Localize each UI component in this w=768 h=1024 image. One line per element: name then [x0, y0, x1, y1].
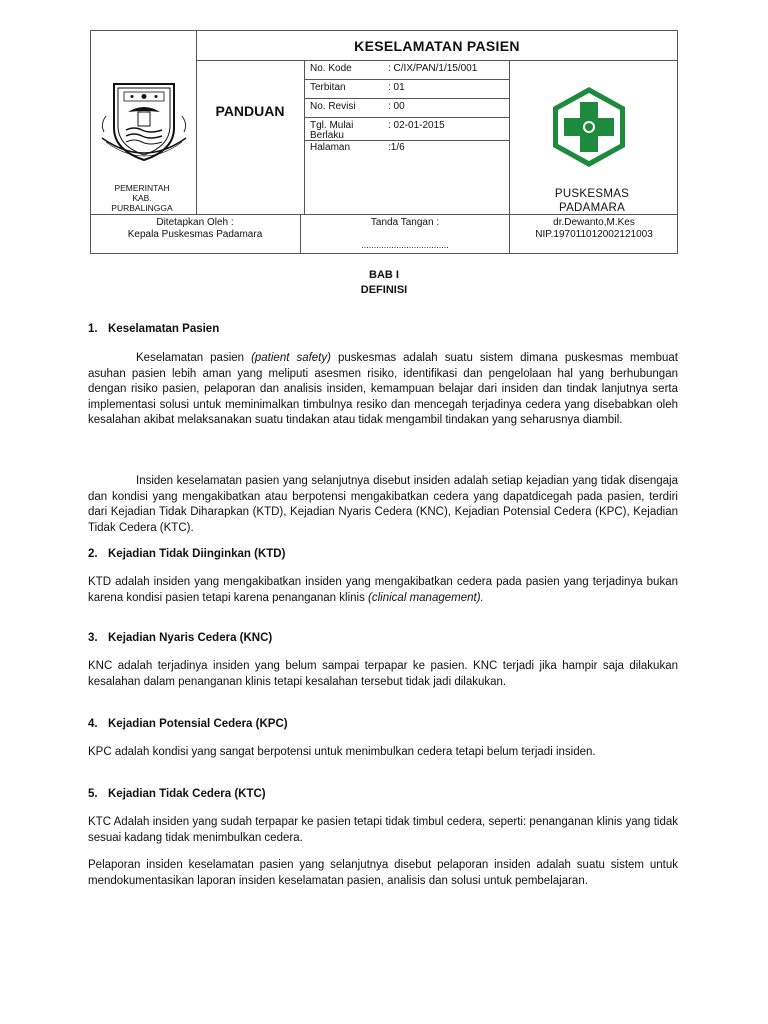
meta-label-page: Halaman: [310, 142, 351, 153]
meta-value-start-date: : 02-01-2015: [388, 120, 445, 131]
puskesmas-logo-icon: [546, 84, 632, 170]
header-divider: [196, 60, 678, 61]
meta-value-edition: : 01: [388, 82, 405, 93]
header-divider: [509, 60, 510, 214]
org-left-line: PURBALINGGA: [111, 203, 173, 213]
paragraph: [88, 575, 678, 606]
section-title: Kejadian Tidak Diinginkan (KTD): [108, 548, 286, 560]
paragraph-italic-term: (patient safety): [251, 352, 331, 364]
document-type: PANDUAN: [215, 103, 285, 119]
header-divider: [196, 30, 197, 214]
section-title: Kejadian Tidak Cedera (KTC): [108, 788, 266, 800]
paragraph-text: puskesmas adalah suatu sistem dimana puskesmas membuat asuhan pasien lebih aman yang meliputi asesmen risiko, identifikasi dan pengelolaan hal yang berhubungan dengan risiko pasien, pelaporan dan analisis insiden, kemampuan belajar dari insiden dan tindak lanjutnya serta implementasi solusi untuk meminimalkan timbulnya resiko dan mencegah terjadinya cedera yang disebabkan oleh kesalahan akibat melaksanakan suatu tindakan atau tidak mengambil tindakan yang seharusnya diambil.: [88, 352, 678, 426]
section-heading: [88, 632, 272, 644]
doctor-block: [511, 217, 677, 241]
doctor-name: dr.Dewanto,M.Kes: [553, 217, 635, 228]
paragraph: KPC adalah kondisi yang sangat berpotensi untuk menimbulkan cedera tetapi belum terjadi insiden.: [88, 746, 596, 758]
meta-label-code: No. Kode: [310, 63, 352, 74]
header-divider: [304, 60, 305, 214]
signature-block: [302, 217, 508, 251]
doctor-nip: NIP.197011012002121003: [535, 229, 653, 240]
paragraph-text: KTD adalah insiden yang mengakibatkan insiden yang mengakibatkan cedera pada pasien yang terjadinya bukan karena kondisi pasien tetapi karena penanganan klinis: [88, 576, 678, 604]
meta-label-start-date: Tgl. Mulai Berlaku: [310, 120, 354, 141]
chapter-title: DEFINISI: [360, 284, 408, 296]
signature-line: ...................................: [361, 240, 449, 250]
signature-label: Tanda Tangan :: [370, 217, 440, 228]
paragraph: Pelaporan insiden keselamatan pasien yang selanjutnya disebut pelaporan insiden adalah suatu sistem untuk mendokumentasikan laporan insiden keselamatan pasien, analisis dan solusi untuk pembelajaran.: [88, 859, 678, 887]
paragraph: [88, 351, 678, 429]
paragraph-italic-term: (clinical management).: [368, 591, 484, 604]
meta-label-revision: No. Revisi: [310, 101, 356, 112]
section-title: Keselamatan Pasien: [108, 323, 220, 335]
section-heading: [88, 548, 285, 560]
meta-value-page: :1/6: [388, 142, 405, 153]
chapter-number: BAB I: [369, 269, 399, 281]
header-divider: [509, 214, 510, 254]
header-divider: [304, 98, 509, 99]
org-left-line: PEMERINTAH: [114, 183, 170, 193]
paragraph: KTC Adalah insiden yang sudah terpapar ke pasien tetapi tidak timbul cedera, seperti: penanganan klinis yang tidak sesuai kadang tidak menimbulkan cedera.: [88, 816, 678, 844]
meta-value-code: : C/IX/PAN/1/15/001: [388, 63, 478, 74]
paragraph: Insiden keselamatan pasien yang selanjutnya disebut insiden adalah setiap kejadian yang tidak disengaja dan kondisi yang mengakibatkan atau berpotensi mengakibatkan cedera yang dapatdicegah pada pasien, terdiri dari Kejadian Tidak Diharapkan (KTD), Kejadian Nyaris Cedera (KNC), Kejadian Potensial Cedera (KPC), Kejadian Tidak Cedera (KTC).: [88, 475, 678, 534]
paragraph: KNC adalah terjadinya insiden yang belum sampai terpapar ke pasien. KNC terjadi jika hampir saja dilakukan kesalahan dalam penanganan klinis tetapi kesalahan tersebut tidak jadi dilakukan.: [88, 660, 678, 688]
org-right-label: [512, 187, 672, 215]
set-by-block: [92, 217, 298, 241]
section-number: 1.: [88, 323, 98, 335]
paragraph-text: Keselamatan pasien: [136, 352, 252, 364]
org-left-label: [96, 183, 188, 213]
set-by-label: Ditetapkan Oleh :: [156, 217, 234, 228]
set-by-role: Kepala Puskesmas Padamara: [127, 229, 263, 240]
meta-value-revision: : 00: [388, 101, 405, 112]
section-number: 4.: [88, 718, 98, 730]
org-right-line: PADAMARA: [558, 202, 626, 214]
section-number: 2.: [88, 548, 98, 560]
purbalingga-emblem-icon: [96, 76, 192, 166]
section-number: 5.: [88, 788, 98, 800]
section-title: Kejadian Nyaris Cedera (KNC): [108, 632, 273, 644]
header-divider: [300, 214, 301, 254]
section-heading: [88, 788, 266, 800]
section-title: Kejadian Potensial Cedera (KPC): [108, 718, 288, 730]
org-left-line: KAB.: [132, 193, 152, 203]
org-right-line: PUSKESMAS: [554, 188, 630, 200]
document-title: KESELAMATAN PASIEN: [354, 38, 520, 54]
header-divider: [304, 79, 509, 80]
section-heading: [88, 718, 288, 730]
section-heading: [88, 323, 219, 335]
header-divider: [304, 117, 509, 118]
meta-label-edition: Terbitan: [310, 82, 346, 93]
section-number: 3.: [88, 632, 98, 644]
